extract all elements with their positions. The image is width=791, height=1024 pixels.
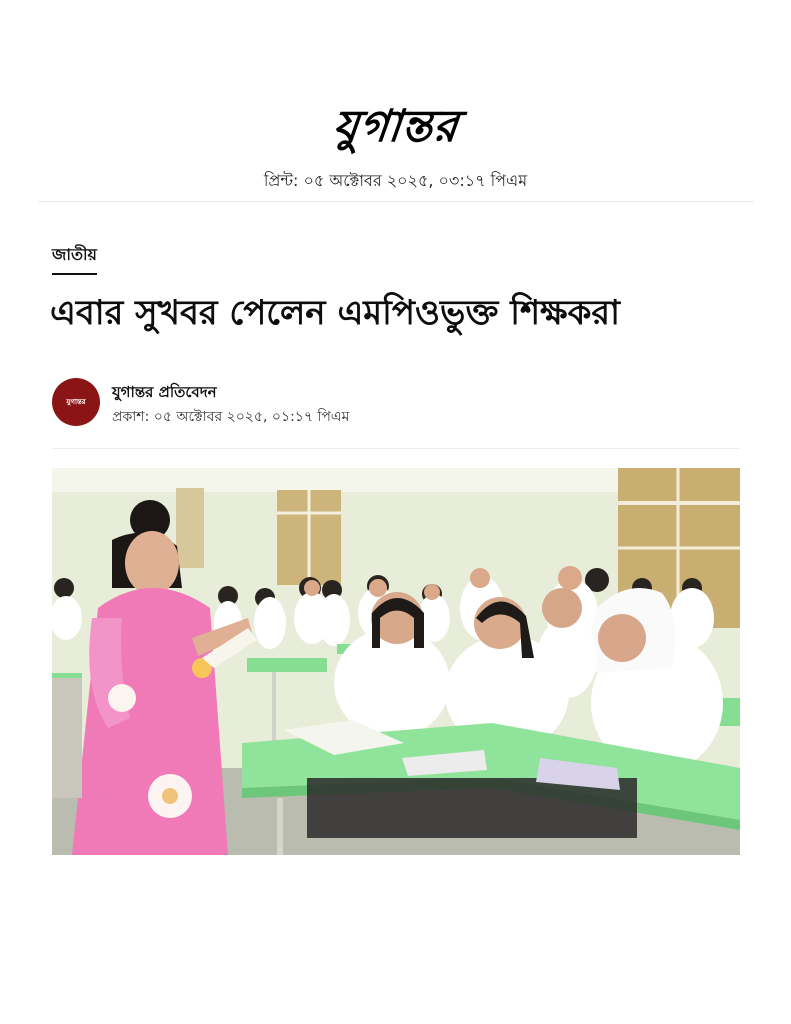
- site-logo[interactable]: যুগান্তর: [330, 101, 461, 152]
- author-avatar: যুগান্তর: [52, 378, 100, 426]
- author-name[interactable]: যুগান্তর প্রতিবেদন: [112, 383, 217, 401]
- masthead: [0, 102, 791, 152]
- published-date: প্রকাশ: ০৫ অক্টোবর ২০২৫, ০১:১৭ পিএম: [112, 409, 350, 425]
- byline-divider: [52, 448, 740, 449]
- header-divider: [38, 201, 754, 202]
- category-link[interactable]: জাতীয়: [52, 242, 97, 275]
- classroom-image: [52, 468, 740, 855]
- article-headline: এবার সুখবর পেলেন এমপিওভুক্ত শিক্ষকরা: [50, 293, 620, 333]
- article-photo: [52, 468, 740, 855]
- print-date: প্রিন্ট: ০৫ অক্টোবর ২০২৫, ০৩:১৭ পিএম: [263, 171, 528, 190]
